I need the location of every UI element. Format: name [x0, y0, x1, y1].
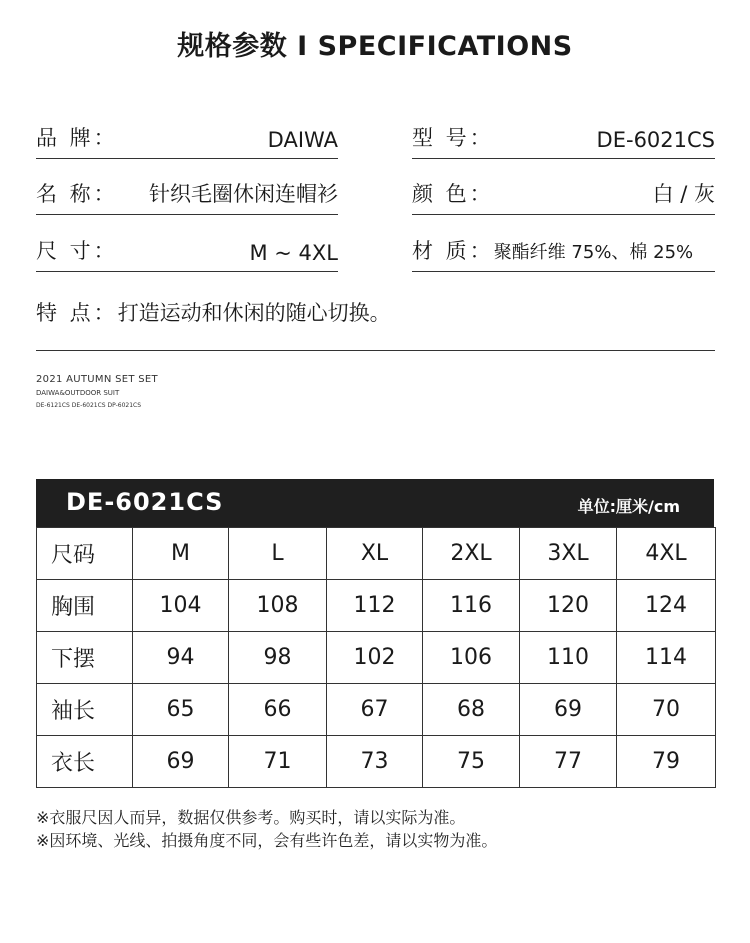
- spec-feature-value: 打造运动和休闲的随心切换。: [117, 301, 391, 325]
- table-row: [37, 580, 716, 632]
- spec-name-label: 名 称：: [36, 182, 118, 206]
- table-cell: 77: [520, 736, 617, 788]
- table-cell: 108: [229, 580, 327, 632]
- table-cell: 70: [617, 684, 716, 736]
- size-header-cell: XL: [327, 528, 423, 580]
- row-label: 衣长: [37, 736, 133, 788]
- spec-material-value: 聚酯纤维 75%、棉 25%: [493, 242, 694, 263]
- page-title: 规格参数 I SPECIFICATIONS: [177, 31, 573, 62]
- table-cell: 69: [520, 684, 617, 736]
- table-cell: 104: [133, 580, 229, 632]
- row-label: 下摆: [37, 632, 133, 684]
- spec-name-value: 针织毛圈休闲连帽衫: [149, 182, 338, 206]
- table-cell: 67: [327, 684, 423, 736]
- spec-size-value: M ~ 4XL: [249, 241, 338, 265]
- size-header-cell: 尺码: [37, 528, 133, 580]
- table-cell: 116: [423, 580, 520, 632]
- row-label: 袖长: [37, 684, 133, 736]
- series-line-1: 2021 AUTUMN SET SET: [36, 374, 158, 385]
- size-header-cell: 3XL: [520, 528, 617, 580]
- size-header-cell: 4XL: [617, 528, 716, 580]
- table-cell: 68: [423, 684, 520, 736]
- spec-color-value: 白 / 灰: [652, 182, 715, 206]
- series-line-3: DE-6121CS DE-6021CS DP-6021CS: [36, 402, 142, 409]
- table-cell: 75: [423, 736, 520, 788]
- table-cell: 71: [229, 736, 327, 788]
- size-table-banner: [36, 479, 714, 527]
- spec-material: [412, 231, 715, 272]
- spec-color-label: 颜 色：: [412, 182, 494, 206]
- spec-size: [36, 231, 338, 272]
- spec-model-label: 型 号：: [412, 126, 494, 150]
- size-table-unit: 单位:厘米/cm: [577, 497, 680, 516]
- table-row: [37, 632, 716, 684]
- size-table-code: DE-6021CS: [66, 488, 224, 516]
- series-line-2: DAIWA&OUTDOOR SUIT: [36, 389, 120, 397]
- spec-feature: [36, 290, 715, 351]
- size-header-cell: 2XL: [423, 528, 520, 580]
- table-cell: 98: [229, 632, 327, 684]
- size-header-row: [37, 528, 716, 580]
- spec-brand: [36, 118, 338, 159]
- spec-name: [36, 174, 338, 215]
- table-row: [37, 736, 716, 788]
- table-cell: 110: [520, 632, 617, 684]
- spec-color: [412, 174, 715, 215]
- size-header-cell: M: [133, 528, 229, 580]
- spec-feature-label: 特 点：: [36, 301, 118, 325]
- spec-material-label: 材 质：: [412, 239, 494, 263]
- table-cell: 106: [423, 632, 520, 684]
- table-cell: 114: [617, 632, 716, 684]
- spec-brand-value: DAIWA: [267, 128, 338, 152]
- table-cell: 66: [229, 684, 327, 736]
- table-cell: 120: [520, 580, 617, 632]
- row-label: 胸围: [37, 580, 133, 632]
- note-line: ※衣服尺因人而异，数据仅供参考。购买时，请以实际为准。: [36, 808, 466, 827]
- spec-brand-label: 品 牌：: [36, 126, 118, 150]
- table-cell: 94: [133, 632, 229, 684]
- notes: [36, 806, 497, 852]
- table-cell: 102: [327, 632, 423, 684]
- spec-size-label: 尺 寸：: [36, 239, 118, 263]
- table-cell: 124: [617, 580, 716, 632]
- table-cell: 65: [133, 684, 229, 736]
- spec-model: [412, 118, 715, 159]
- spec-model-value: DE-6021CS: [596, 128, 715, 152]
- table-cell: 73: [327, 736, 423, 788]
- table-cell: 69: [133, 736, 229, 788]
- table-cell: 79: [617, 736, 716, 788]
- table-cell: 112: [327, 580, 423, 632]
- size-header-cell: L: [229, 528, 327, 580]
- size-table: [36, 527, 716, 788]
- table-row: [37, 684, 716, 736]
- note-line: ※因环境、光线、拍摄角度不同，会有些许色差，请以实物为准。: [36, 831, 498, 850]
